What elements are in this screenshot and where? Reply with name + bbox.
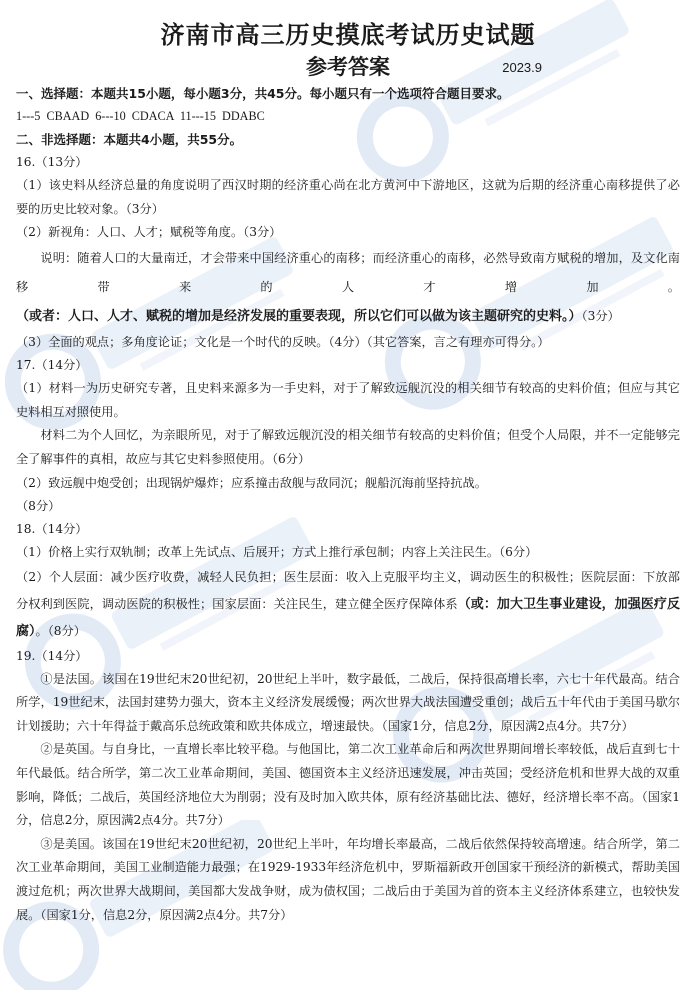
exam-date: 2023.9 bbox=[502, 60, 542, 75]
choice-answers: 1---5 CBAAD 6---10 CDACA 11---15 DDABC bbox=[16, 109, 265, 123]
q17-part1: （1）材料一为历史研究专著，且史料来源多为一手史料，对于了解致远舰沉没的相关细节有较高的史料价值；但应与其它史料相互对照使用。 bbox=[16, 381, 680, 419]
section2-heading: 二、非选择题：本题共4小题，共55分。 bbox=[16, 132, 243, 147]
page-subtitle: 参考答案 bbox=[306, 55, 390, 79]
q19-france: ①是法国。该国在19世纪末20世纪初，20世纪上半叶，数字最低，二战后，保持很高增长率，六七十年代最高。结合所学，19世纪末，法国封建势力强大，资本主义经济发展缓慢；两次世界大战法国遭受重创；战后五十年代由于美国马歇尔计划援助；六十年得益于戴高乐总统政策和欧共体成立，增速最快。（国家1分，信息2分，原因满2点4分。共7分） bbox=[16, 671, 680, 733]
q19-usa: ③是美国。该国在19世纪末20世纪初，20世纪上半叶，年均增长率最高，二战后依然保持较高增速。结合所学，第二次工业革命期间，美国工业制造能力最强；在1929-1933年经济危机中，罗斯福新政开创国家干预经济的新模式，帮助美国渡过危机；两次世界大战期间，美国都大发战争财，成为债权国；二战后由于美国为首的资本主义经济体系建立，也较快发展。（国家1分，信息2分，原因满2点4分。共7分） bbox=[16, 836, 680, 922]
q18-part2-alt: （或：加大卫生事业建设，加强医疗反腐） bbox=[16, 596, 680, 639]
q18-part2 bbox=[16, 564, 680, 645]
q16-part1: （1）该史料从经济总量的角度说明了西汉时期的经济重心尚在北方黄河中下游地区，这就为后期的经济重心南移提供了必要的历史比较对象。（3分） bbox=[16, 178, 680, 216]
q16-explanation-score: （3分） bbox=[581, 309, 620, 324]
q16-explanation-text: 说明：随着人口的大量南迁，才会带来中国经济重心的南移；而经济重心的南移，必然导致南方赋税的增加，及文化南移带来的人才增加。 bbox=[16, 251, 680, 295]
section1-heading: 一、选择题：本题共15小题，每小题3分，共45分。每小题只有一个选项符合题目要求。 bbox=[16, 86, 510, 101]
q19-number: 19.（14分） bbox=[16, 648, 88, 663]
q16-explanation-alt: （或者：人口、人才、赋税的增加是经济发展的重要表现，所以它们可以做为该主题研究的史料。） bbox=[16, 309, 582, 325]
q18-part2-score: 。（8分） bbox=[35, 623, 86, 638]
q17-part2: （2）致远舰中炮受创；出现锅炉爆炸；应系撞击敌舰与敌同沉；舰船沉海前坚持抗战。 bbox=[16, 475, 487, 490]
q17-number: 17.（14分） bbox=[16, 358, 88, 373]
q19-britain: ②是英国。与自身比，一直增长率比较平稳。与他国比，第二次工业革命后和两次世界期间增长率较低，战后直到七十年代最低。结合所学，第二次工业革命期间，美国、德国资本主义经济迅速发展，冲击英国；受经济危机和世界大战的双重影响，降低；二战后，英国经济地位大为削弱；没有及时加入欧共体，原有经济基础比法、德好，经济增长率不高。（国家1分，信息2分，原因满2点4分。共7分） bbox=[16, 742, 680, 828]
q16-part2-explanation bbox=[16, 244, 680, 331]
q17-part1-material2: 材料二为个人回忆，为亲眼所见，对于了解致远舰沉没的相关细节有较高的史料价值；但受个人局限，并不一定能够完全了解事件的真相，故应与其它史料参照使用。（6分） bbox=[16, 428, 680, 466]
q18-number: 18.（14分） bbox=[16, 521, 88, 536]
q18-part2-text: （2）个人层面：减少医疗收费，减轻人民负担；医生层面：收入上克服平均主义，调动医生的积极性；医院层面：下放部分权利到医院，调动医院的积极性；国家层面：关注民生，建立健全医疗保障体系 bbox=[16, 569, 680, 611]
q16-part3: （3）全面的观点；多角度论证；文化是一个时代的反映。（4分）（其它答案，言之有理亦可得分。） bbox=[16, 335, 550, 350]
answer-sheet bbox=[16, 18, 680, 927]
subtitle-row bbox=[16, 52, 680, 82]
q16-part2: （2）新视角：人口、人才；赋税等角度。（3分） bbox=[16, 225, 282, 240]
q16-number: 16.（13分） bbox=[16, 155, 88, 169]
page-title: 济南市高三历史摸底考试历史试题 bbox=[160, 21, 536, 49]
q17-part2-score: （8分） bbox=[16, 498, 61, 513]
q18-part1: （1）价格上实行双轨制；改革上先试点、后展开；方式上推行承包制；内容上关注民生。（6分） bbox=[16, 544, 538, 559]
